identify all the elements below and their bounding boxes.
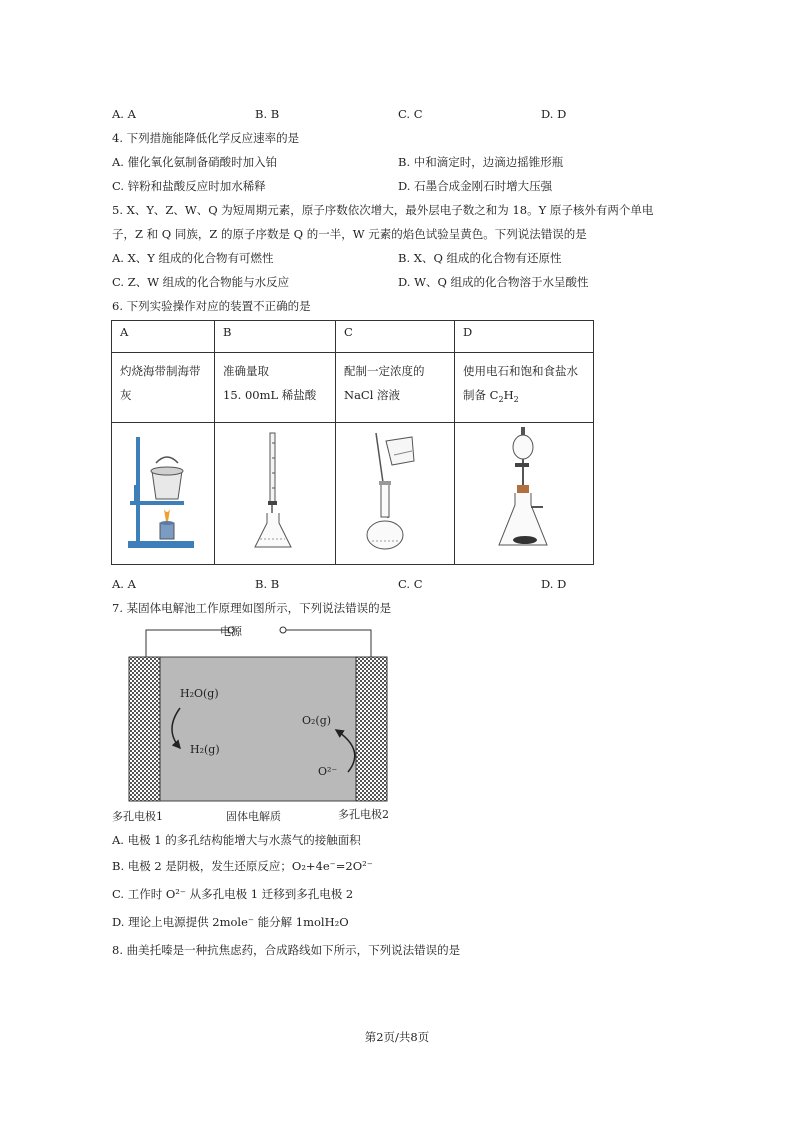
oxide-ion-label: O²⁻: [318, 765, 338, 778]
q4-option-a: A. 催化氧化氨制备硝酸时加入铂: [112, 155, 278, 169]
q5-stem-line1: 5. X、Y、Z、W、Q 为短周期元素，原子序数依次增大，最外层电子数之和为 18。Y 原子核外有两个单电: [112, 203, 654, 217]
crucible-burner-apparatus-icon: [112, 423, 214, 561]
table-header-d: D: [455, 321, 594, 353]
q4-option-c: C. 锌粉和盐酸反应时加水稀释: [112, 179, 266, 193]
h2o-label: H₂O(g): [180, 687, 219, 700]
q3-option-b: B. B: [255, 107, 280, 121]
table-header-a: A: [112, 321, 215, 353]
volumetric-flask-apparatus-icon: [336, 423, 454, 561]
desc-d-mid: H: [503, 388, 514, 402]
table-desc-b: [215, 353, 336, 423]
electrolysis-cell-diagram: [112, 620, 402, 825]
q4-option-b: B. 中和滴定时，边滴边摇锥形瓶: [398, 155, 564, 169]
q7-option-d: D. 理论上电源提供 2mole⁻ 能分解 1molH₂O: [112, 915, 349, 929]
q7-option-b-formula: O₂+4e⁻=2O²⁻: [291, 859, 373, 873]
page-footer: 第2页/共8页: [364, 1030, 430, 1044]
desc-d-line1: 使用电石和饱和食盐水: [463, 364, 578, 378]
q6-stem: 6. 下列实验操作对应的装置不正确的是: [112, 299, 311, 313]
q3-option-a: A. A: [112, 107, 136, 121]
apparatus-b-cell: [215, 423, 336, 565]
desc-a-line2: 灰: [120, 388, 132, 402]
q5-option-c: C. Z、W 组成的化合物能与水反应: [112, 275, 290, 289]
q5-option-a: A. X、Y 组成的化合物有可燃性: [112, 251, 274, 265]
desc-d-sub1: 2: [498, 395, 504, 404]
q6-option-d: D. D: [541, 577, 567, 591]
q6-option-c: C. C: [398, 577, 423, 591]
q5-option-b: B. X、Q 组成的化合物有还原性: [398, 251, 562, 265]
table-header-c: C: [336, 321, 455, 353]
q5-stem-line2: 子，Z 和 Q 同族，Z 的原子序数是 Q 的一半，W 元素的焰色试验呈黄色。下列说法错误的是: [112, 227, 587, 241]
h2-label: H₂(g): [190, 743, 220, 756]
desc-b-line2: 15. 00mL 稀盐酸: [223, 388, 317, 402]
burette-flask-apparatus-icon: [215, 423, 335, 561]
electrolysis-cell-figure: [112, 620, 402, 825]
table-desc-c: [336, 353, 455, 423]
electrode1-label: 多孔电极1: [112, 810, 163, 823]
o2-label: O₂(g): [302, 714, 332, 727]
q7-option-a: A. 电极 1 的多孔结构能增大与水蒸气的接触面积: [112, 833, 361, 847]
q8-stem: 8. 曲美托嗪是一种抗焦虑药，合成路线如下所示，下列说法错误的是: [112, 943, 461, 957]
desc-d-line2: [463, 383, 585, 412]
q7-option-b: [112, 858, 373, 874]
q6-option-b: B. B: [255, 577, 280, 591]
q6-option-a: A. A: [112, 577, 136, 591]
apparatus-d-cell: [455, 423, 594, 565]
electrolyte-label: 固体电解质: [226, 810, 281, 823]
desc-c-line1: 配制一定浓度的: [344, 364, 425, 378]
desc-b-line1: 准确量取: [223, 364, 269, 378]
acetylene-generator-apparatus-icon: [455, 423, 593, 561]
apparatus-a-cell: [112, 423, 215, 565]
power-source-label: 电源: [220, 625, 242, 638]
q7-stem: 7. 某固体电解池工作原理如图所示，下列说法错误的是: [112, 601, 392, 615]
q4-stem: 4. 下列措施能降低化学反应速率的是: [112, 131, 300, 145]
desc-c-line2: NaCl 溶液: [344, 388, 401, 402]
q3-option-c: C. C: [398, 107, 423, 121]
q7-option-b-text: B. 电极 2 是阴极，发生还原反应；: [112, 859, 292, 873]
q4-option-d: D. 石墨合成金刚石时增大压强: [398, 179, 553, 193]
table-header-b: B: [215, 321, 336, 353]
q3-option-d: D. D: [541, 107, 567, 121]
desc-d-prefix: 制备 C: [463, 388, 499, 402]
electrode2-label: 多孔电极2: [338, 808, 389, 821]
table-desc-d: [455, 353, 594, 423]
q5-option-d: D. W、Q 组成的化合物溶于水呈酸性: [398, 275, 589, 289]
desc-d-sub2: 2: [513, 395, 519, 404]
apparatus-c-cell: [336, 423, 455, 565]
q7-option-c: C. 工作时 O²⁻ 从多孔电极 1 迁移到多孔电极 2: [112, 887, 354, 901]
q6-apparatus-table: [111, 320, 594, 565]
desc-a-line1: 灼烧海带制海带: [120, 364, 201, 378]
table-desc-a: [112, 353, 215, 423]
